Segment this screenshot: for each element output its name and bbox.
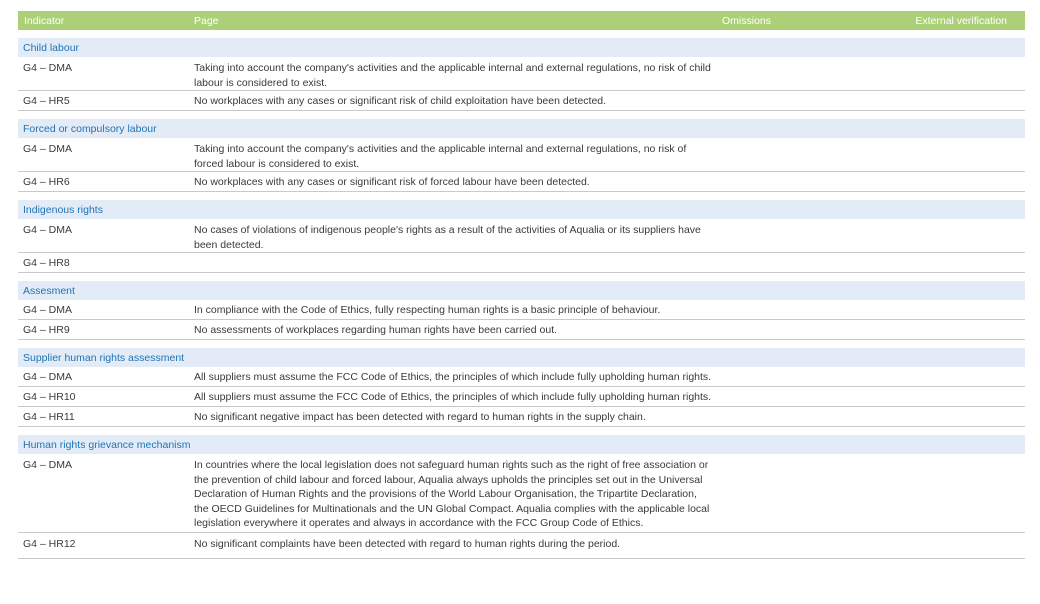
external-verification-cell (887, 142, 1025, 171)
header-omissions: Omissions (722, 14, 772, 27)
external-verification-cell (887, 370, 1025, 386)
indicator-code: G4 – DMA (23, 143, 73, 155)
indicator-code: G4 – HR6 (23, 176, 70, 188)
omissions-cell (722, 410, 887, 426)
indicator-code: G4 – HR12 (23, 538, 76, 550)
indicator-description: No cases of violations of indigenous people's rights as a result of the activities of Aqualia or its suppliers have been detected. (194, 224, 701, 251)
indicator-code: G4 – HR5 (23, 95, 70, 107)
indicator-code: G4 – DMA (23, 371, 73, 383)
external-verification-cell (887, 94, 1025, 110)
indicator-code: G4 – HR9 (23, 324, 70, 336)
table-row (18, 300, 1025, 320)
header-external-verification: External verification (915, 14, 1007, 27)
indicator-description: Taking into account the company's activities and the applicable internal and external regulations, no risk of forced labour is considered to exist. (194, 143, 687, 170)
table-row (18, 533, 1025, 559)
omissions-cell (722, 256, 887, 272)
table-row (18, 454, 1025, 533)
indicator-code: G4 – DMA (23, 459, 73, 471)
table-row (18, 407, 1025, 427)
external-verification-cell (887, 458, 1025, 532)
indicator-code: G4 – HR8 (23, 257, 70, 269)
external-verification-cell (887, 303, 1025, 319)
header-indicator: Indicator (24, 14, 65, 27)
omissions-cell (722, 94, 887, 110)
section-forced-labour: Forced or compulsory labour (18, 119, 1025, 138)
indicator-description: No workplaces with any cases or significant risk of forced labour have been detected. (194, 176, 590, 188)
omissions-cell (722, 61, 887, 90)
table-row (18, 367, 1025, 387)
indicator-description: Taking into account the company's activities and the applicable internal and external regulations, no risk of child labour is considered to exist. (194, 62, 711, 89)
gri-human-rights-table (18, 11, 1025, 559)
table-row (18, 253, 1025, 273)
indicator-description: No workplaces with any cases or significant risk of child exploitation have been detected. (194, 95, 607, 107)
omissions-cell (722, 537, 887, 558)
indicator-code: G4 – HR10 (23, 391, 76, 403)
indicator-description: No significant complaints have been detected with regard to human rights during the period. (194, 538, 621, 550)
table-row (18, 57, 1025, 91)
indicator-description (194, 256, 722, 272)
indicator-description: All suppliers must assume the FCC Code of Ethics, the principles of which include fully upholding human rights. (194, 371, 712, 383)
section-grievance-mechanism: Human rights grievance mechanism (18, 435, 1025, 454)
external-verification-cell (887, 223, 1025, 252)
omissions-cell (722, 175, 887, 191)
header-page: Page (194, 14, 219, 27)
indicator-code: G4 – DMA (23, 304, 73, 316)
table-row (18, 387, 1025, 407)
external-verification-cell (887, 61, 1025, 90)
section-supplier-assessment: Supplier human rights assessment (18, 348, 1025, 367)
omissions-cell (722, 323, 887, 339)
external-verification-cell (887, 390, 1025, 406)
table-row (18, 91, 1025, 111)
omissions-cell (722, 370, 887, 386)
external-verification-cell (887, 410, 1025, 426)
indicator-description: In countries where the local legislation does not safeguard human rights such as the right of free association or the prevention of child labour and forced labour, Aqualia always upholds the principles set out in the Universal Declaration of Human Rights and the provisions of the World Labour Organisation, the Tripartite Declaration, the OECD Guidelines for Multinationals and the UN Global Compact. Aqualia complies with the applicable local legislation everywhere it operates and always in accordance with the FCC Group Code of Ethics. (194, 459, 710, 529)
section-assessment: Assesment (18, 281, 1025, 300)
omissions-cell (722, 303, 887, 319)
indicator-code: G4 – DMA (23, 224, 73, 236)
omissions-cell (722, 390, 887, 406)
indicator-code: G4 – HR11 (23, 411, 75, 423)
table-row (18, 219, 1025, 253)
omissions-cell (722, 142, 887, 171)
table-row (18, 138, 1025, 172)
section-child-labour: Child labour (18, 38, 1025, 57)
omissions-cell (722, 458, 887, 532)
external-verification-cell (887, 323, 1025, 339)
indicator-description: In compliance with the Code of Ethics, fully respecting human rights is a basic principle of behaviour. (194, 304, 661, 316)
external-verification-cell (887, 256, 1025, 272)
external-verification-cell (887, 537, 1025, 558)
omissions-cell (722, 223, 887, 252)
table-row (18, 172, 1025, 192)
indicator-code: G4 – DMA (23, 62, 73, 74)
indicator-description: All suppliers must assume the FCC Code of Ethics, the principles of which include fully upholding human rights. (194, 391, 712, 403)
section-indigenous-rights: Indigenous rights (18, 200, 1025, 219)
table-row (18, 320, 1025, 340)
table-header (18, 11, 1025, 30)
indicator-description: No assessments of workplaces regarding human rights have been carried out. (194, 324, 558, 336)
indicator-description: No significant negative impact has been detected with regard to human rights in the supply chain. (194, 411, 646, 423)
external-verification-cell (887, 175, 1025, 191)
